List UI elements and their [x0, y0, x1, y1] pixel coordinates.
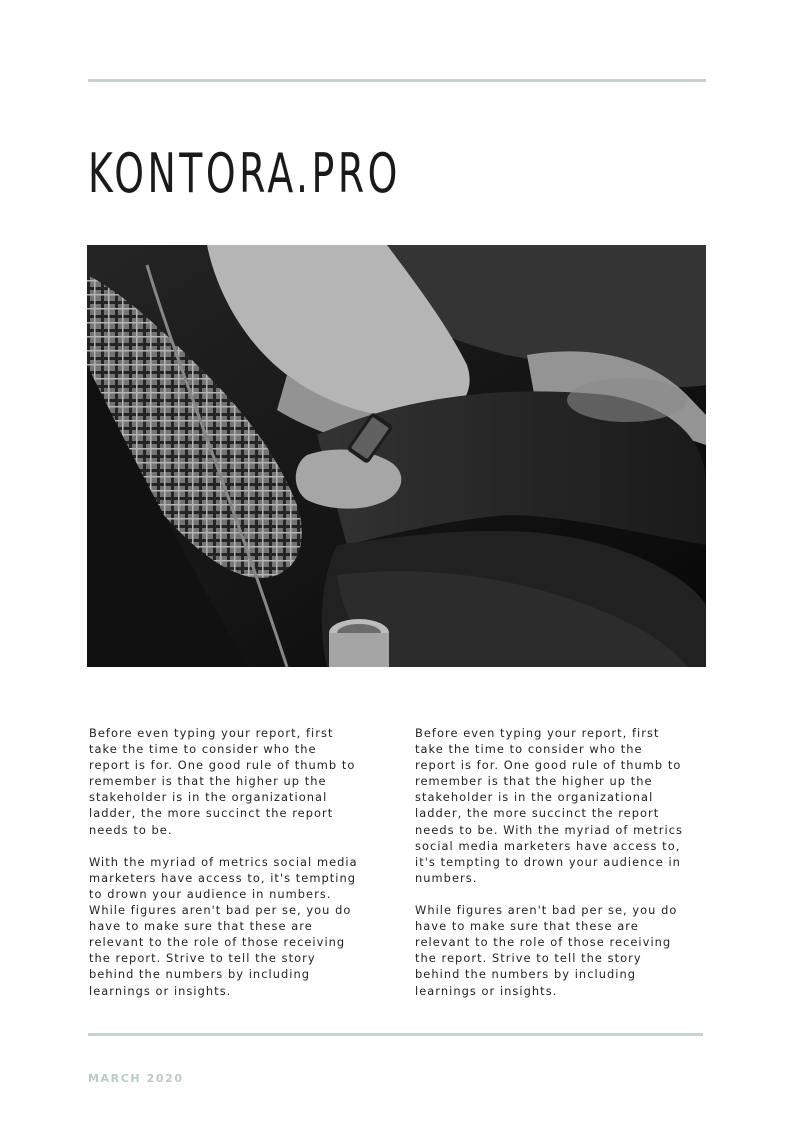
- bottom-divider: [88, 1033, 703, 1036]
- page-title: KONTORA.PRO: [88, 142, 401, 205]
- hero-photo: [87, 245, 706, 667]
- left-paragraph-2: With the myriad of metrics social media marketers have access to, it's tempting to drown your audience in numbers. While figures aren't bad per se, you do have to make sure that these are relevant to the role of those receiving the report. Strive to tell the story behind the numbers by including learnings or insights.: [89, 854, 358, 998]
- left-paragraph-1: Before even typing your report, first take the time to consider who the report is for. One good rule of thumb to remember is that the higher up the stakeholder is in the organizational ladder, the more succinct the report needs to be.: [89, 726, 356, 837]
- footer-date: MARCH 2020: [88, 1072, 184, 1085]
- text-column-right: [415, 725, 715, 999]
- top-divider: [88, 79, 706, 82]
- right-paragraph-2: While figures aren't bad per se, you do have to make sure that these are relevant to the role of those receiving the report. Strive to tell the story behind the numbers by including learnings or insights.: [415, 903, 678, 998]
- right-paragraph-1: Before even typing your report, first take the time to consider who the report is for. One good rule of thumb to remember is that the higher up the stakeholder is in the organizational ladder, the more succinct the report needs to be. With the myriad of metrics social media marketers have access to, it's tempting to drown your audience in numbers.: [415, 726, 684, 885]
- text-column-left: [89, 725, 389, 999]
